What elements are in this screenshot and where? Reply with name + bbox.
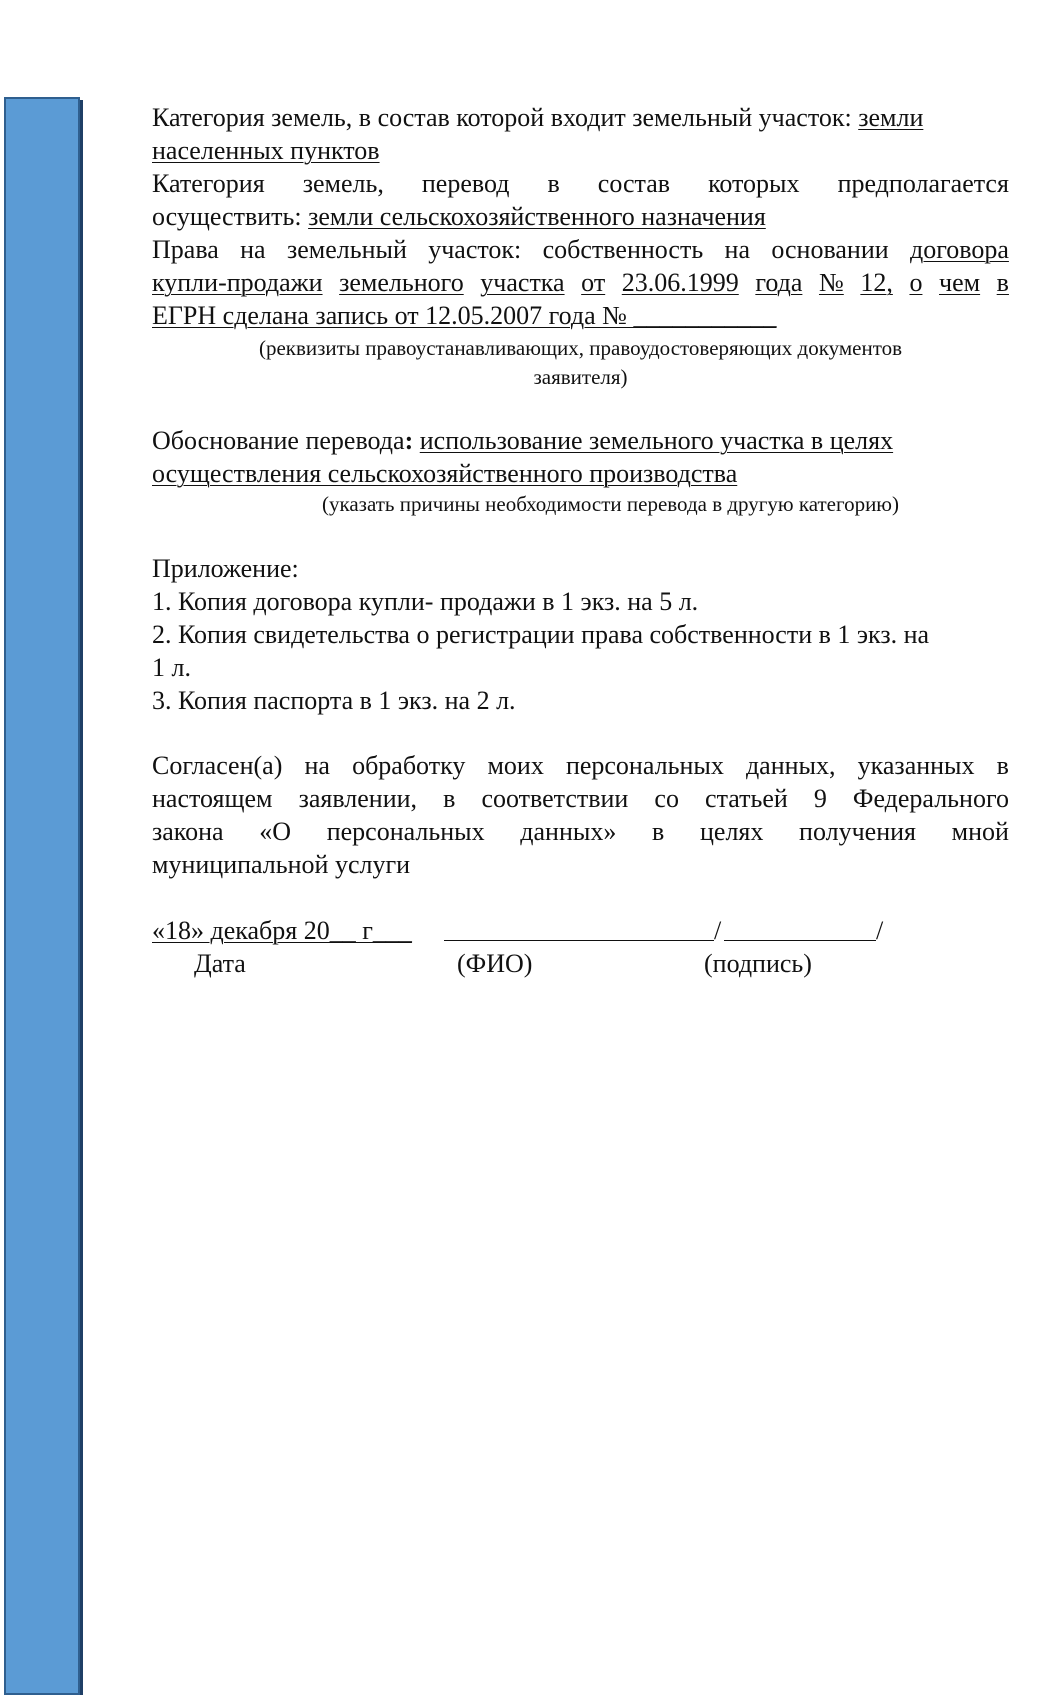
land-rights-contract [152, 266, 1009, 299]
word: земель, [302, 169, 384, 198]
word: года [755, 268, 803, 297]
consent-line [152, 815, 1009, 848]
consent-line [152, 749, 1009, 782]
word: 23.06.1999 [621, 268, 739, 297]
word: земельного [339, 268, 464, 297]
land-category-value: населенных пунктов [152, 136, 380, 165]
transfer-justification-value: осуществления сельскохозяйственного производства [152, 459, 738, 488]
fio-blank [444, 914, 714, 949]
word: настоящем [152, 784, 273, 813]
attachment-item: 2. Копия свидетельства о регистрации права собственности в 1 экз. на [152, 620, 930, 649]
word: чем [939, 268, 981, 297]
word: купли-продажи [152, 268, 323, 297]
signature-blank [724, 914, 876, 949]
attachment-item: 3. Копия паспорта в 1 экз. на 2 л. [152, 686, 516, 715]
signature-labels [152, 947, 1009, 980]
word: получения [799, 817, 916, 846]
word: 9 [813, 784, 827, 813]
word: № [818, 268, 844, 297]
land-rights-line [152, 233, 1009, 266]
slash-separator: / [714, 916, 722, 945]
attachment-item: 1. Копия договора купли- продажи в 1 экз. на 5 л. [152, 587, 699, 616]
word: о [909, 268, 923, 297]
word: указанных [857, 751, 975, 780]
word: целях [699, 817, 764, 846]
word: моих [487, 751, 544, 780]
document-body [152, 101, 1009, 980]
word: земельный [286, 235, 407, 264]
word: Согласен(а) [152, 751, 283, 780]
date-field: «18» декабря 20__ г___ [152, 916, 412, 945]
word: статьей [705, 784, 788, 813]
word: в [996, 751, 1009, 780]
word: в [547, 169, 560, 198]
land-rights-registry: ЕГРН сделана запись от 12.05.2007 года № ___________ [152, 301, 777, 330]
word: на [724, 235, 750, 264]
word: персональных [326, 817, 485, 846]
requisites-note: (реквизиты правоустанавливающих, правоудостоверяющих документов заявителя) [258, 336, 903, 389]
word: в [443, 784, 456, 813]
date-label: Дата [194, 949, 246, 978]
word: состав [597, 169, 671, 198]
target-category-value: осуществить: земли сельскохозяйственного назначения [152, 202, 766, 231]
word: мной [951, 817, 1009, 846]
word: персональных [565, 751, 724, 780]
word: Категория [152, 169, 265, 198]
word: соответствии [481, 784, 629, 813]
consent-line: муниципальной услуги [152, 850, 411, 879]
word: «О [259, 817, 292, 846]
word: данных, [745, 751, 836, 780]
attachment-item: 1 л. [152, 653, 191, 682]
land-category-line: Категория земель, в состав которой входит земельный участок: земли [152, 103, 924, 132]
word: от [581, 268, 606, 297]
justification-note: (указать причины необходимости перевода в другую категорию) [321, 492, 899, 516]
word: перевод [421, 169, 510, 198]
word: собственность [542, 235, 704, 264]
decorative-sidebar [4, 97, 80, 1695]
word: обработку [352, 751, 466, 780]
word: заявлении, [298, 784, 418, 813]
target-category-line [152, 167, 1009, 200]
word: Права [152, 235, 219, 264]
word: участка [480, 268, 565, 297]
consent-line [152, 782, 1009, 815]
word: которых [708, 169, 800, 198]
word: данных» [520, 817, 617, 846]
word: основании [771, 235, 889, 264]
word: 12, [860, 268, 893, 297]
attachments-title: Приложение: [152, 554, 299, 583]
word: на [304, 751, 330, 780]
word: закона [152, 817, 224, 846]
signature-row [152, 914, 1009, 947]
word: предполагается [837, 169, 1009, 198]
word: договора [910, 235, 1009, 264]
word: Федерального [852, 784, 1009, 813]
transfer-justification-line: Обоснование перевода: использование земельного участка в целях [152, 426, 894, 455]
slash-separator: / [876, 916, 884, 945]
fio-label: (ФИО) [457, 949, 533, 978]
word: на [240, 235, 266, 264]
word: участок: [428, 235, 522, 264]
word: со [654, 784, 679, 813]
signature-label: (подпись) [704, 949, 812, 978]
word: в [652, 817, 665, 846]
word: в [996, 268, 1009, 297]
